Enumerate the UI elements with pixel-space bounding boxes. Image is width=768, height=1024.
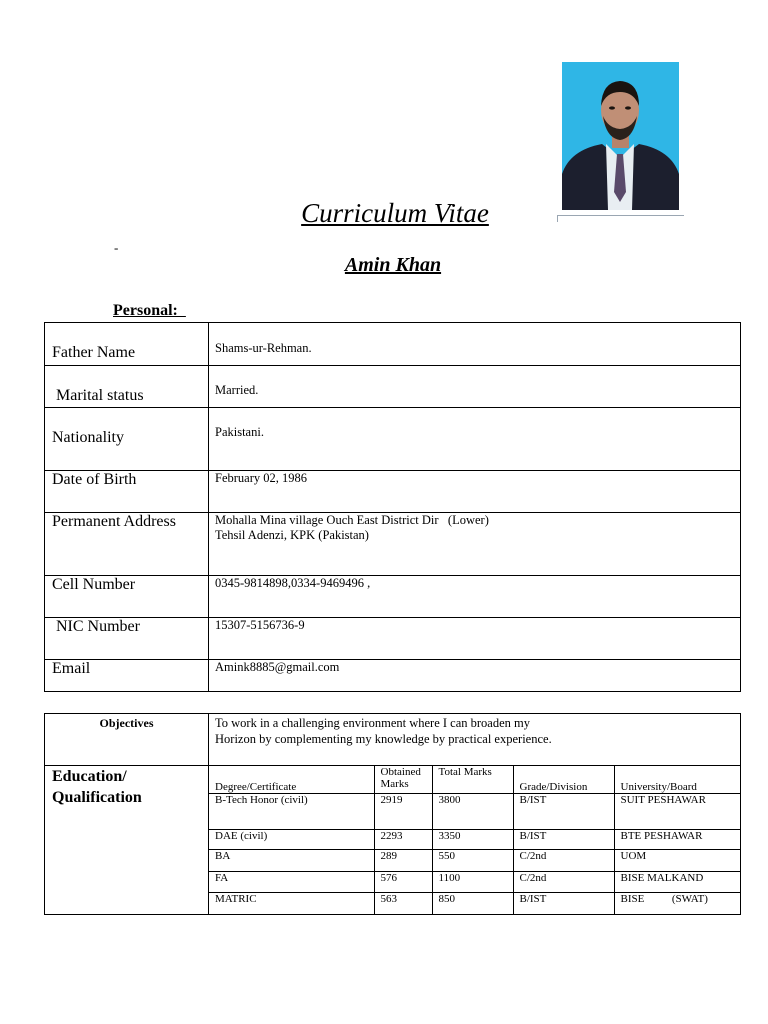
personal-label: Marital status <box>45 366 209 408</box>
objectives-line-1: To work in a challenging environment where I can broaden my <box>215 716 530 730</box>
personal-label: Nationality <box>45 408 209 471</box>
personal-value: Mohalla Mina village Ouch East District Dir (Lower) Tehsil Adenzi, KPK (Pakistan) <box>209 513 741 576</box>
personal-label: Email <box>45 660 209 692</box>
candidate-name: Amin Khan <box>344 254 442 276</box>
personal-value: 0345-9814898,0334-9469496 , <box>209 576 741 618</box>
personal-label: Permanent Address <box>45 513 209 576</box>
personal-value: 15307-5156736-9 <box>209 618 741 660</box>
personal-value: Shams-ur-Rehman. <box>209 323 741 366</box>
personal-row-nationality <box>45 408 741 471</box>
personal-value: February 02, 1986 <box>209 471 741 513</box>
table-row: BA 289 550 C/2nd UOM <box>209 849 740 871</box>
personal-info-table <box>44 322 741 692</box>
personal-row-cell-number <box>45 576 741 618</box>
table-row: FA 576 1100 C/2nd BISE MALKAND <box>209 871 740 892</box>
profile-photo <box>562 62 679 210</box>
document-title: Curriculum Vitae <box>301 198 489 228</box>
education-header-row <box>209 766 740 793</box>
objectives-label: Objectives <box>99 716 154 730</box>
objectives-education-box <box>44 713 741 915</box>
personal-row-marital-status <box>45 366 741 408</box>
header-total-marks: Total Marks <box>432 766 513 793</box>
personal-row-email <box>45 660 741 692</box>
education-table <box>209 766 740 914</box>
header-grade: Grade/Division <box>513 766 614 793</box>
education-label: Education/ Qualification <box>52 768 142 806</box>
personal-value: Pakistani. <box>209 408 741 471</box>
personal-row-nic-number <box>45 618 741 660</box>
person-portrait-icon <box>562 62 679 210</box>
personal-row-date-of-birth <box>45 471 741 513</box>
personal-label: Date of Birth <box>45 471 209 513</box>
table-row: B-Tech Honor (civil) 2919 3800 B/IST SUIT PESHAWAR <box>209 793 740 829</box>
personal-label: Cell Number <box>45 576 209 618</box>
personal-row-father-name <box>45 323 741 366</box>
objectives-line-2: Horizon by complementing my knowledge by practical experience. <box>215 732 552 746</box>
table-row: MATRIC 563 850 B/IST BISE (SWAT) <box>209 892 740 914</box>
personal-value: Married. <box>209 366 741 408</box>
header-obtained-marks: Obtained Marks <box>374 766 432 793</box>
personal-row-permanent-address <box>45 513 741 576</box>
personal-label: NIC Number <box>45 618 209 660</box>
table-row: DAE (civil) 2293 3350 B/IST BTE PESHAWAR <box>209 829 740 849</box>
header-degree: Degree/Certificate <box>209 766 374 793</box>
personal-label: Father Name <box>45 323 209 366</box>
objectives-text <box>215 715 552 747</box>
header-university: University/Board <box>614 766 740 793</box>
personal-value: Amink8885@gmail.com <box>209 660 741 692</box>
personal-heading: Personal: <box>113 302 186 319</box>
dash-mark: - <box>114 240 119 255</box>
